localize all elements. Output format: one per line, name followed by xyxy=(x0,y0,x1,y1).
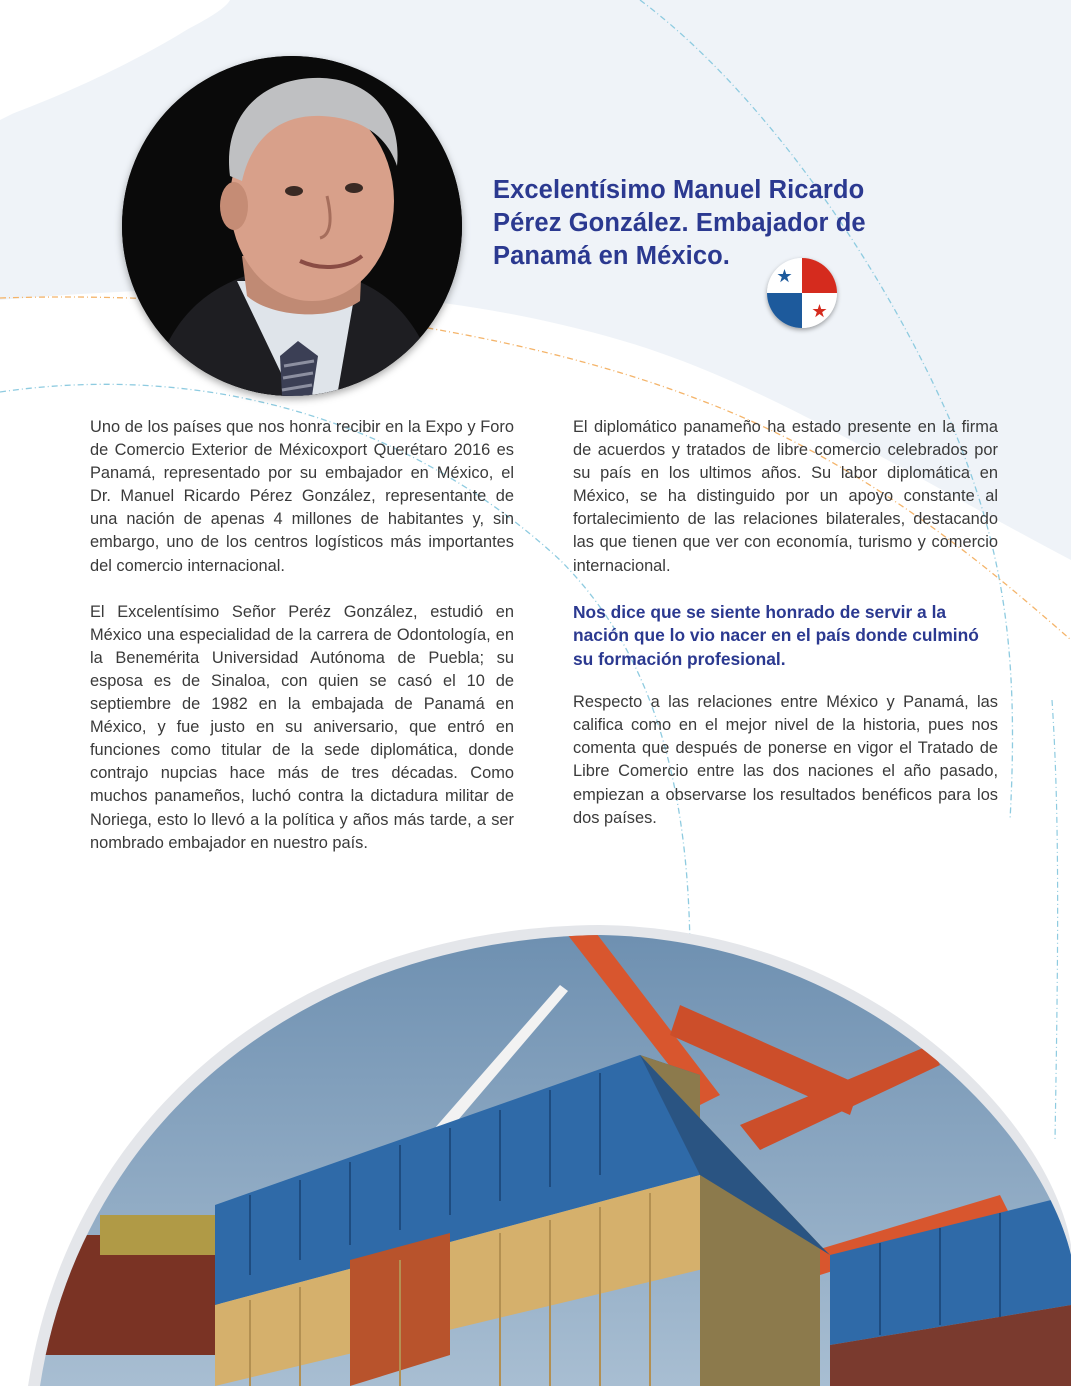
article-left-column xyxy=(90,416,514,878)
panama-flag-icon xyxy=(767,258,837,328)
paragraph: El Excelentísimo Señor Peréz González, estudió en México una especialidad de la carrera de Odontología, en la Benemérita Universidad Autónoma de Puebla; su esposa es de Sinaloa, con quien se casó el 10 de septiembre de 1982 en la embajada de Panamá en México, y fue justo en su aniversario, que entró en funciones como titular de la sede diplomática, donde contrajo nupcias hace más de tres décadas. Como muchos panameños, luchó contra la dictadura militar de Noriega, esto lo llevó a la política y años más tarde, a ser nombrado embajador en nuestro país. xyxy=(90,602,514,852)
paragraph: El diplomático panameño ha estado presente en la firma de acuerdos y tratados de libre comercio celebrados por su país en los ultimos años. Su labor diplomática en México, se ha distinguido por un apoyo constante al fortalecimiento de las relaciones bilaterales, destacando las que tienen que ver con economía, turismo y comercio internacional. xyxy=(573,418,998,575)
pull-quote: Nos dice que se siente honrado de servir a la nación que lo vio nacer en el país donde culminó su formación profesional. xyxy=(573,601,979,669)
article-right-column xyxy=(573,416,998,853)
paragraph: Uno de los países que nos honra recibir en la Expo y Foro de Comercio Exterior de Méxicoxport Querétaro 2016 es Panamá, representado por su embajador en México, el Dr. Manuel Ricardo Pérez González, representante de una nación de apenas 4 millones de habitantes y, sin embargo, uno de los centros logísticos más importantes del comercio internacional. xyxy=(90,418,514,575)
portrait-photo xyxy=(122,56,462,396)
article-title: Excelentísimo Manuel Ricardo Pérez González. Embajador de Panamá en México. xyxy=(493,176,866,270)
paragraph: Respecto a las relaciones entre México y Panamá, las califica como en el mejor nivel de la historia, pues nos comenta que después de ponerse en vigor el Tratado de Libre Comercio entre las dos naciones el año pasado, empiezan a observarse los resultados benéficos para los dos países. xyxy=(573,693,998,827)
shipping-containers-photo xyxy=(0,925,1071,1386)
